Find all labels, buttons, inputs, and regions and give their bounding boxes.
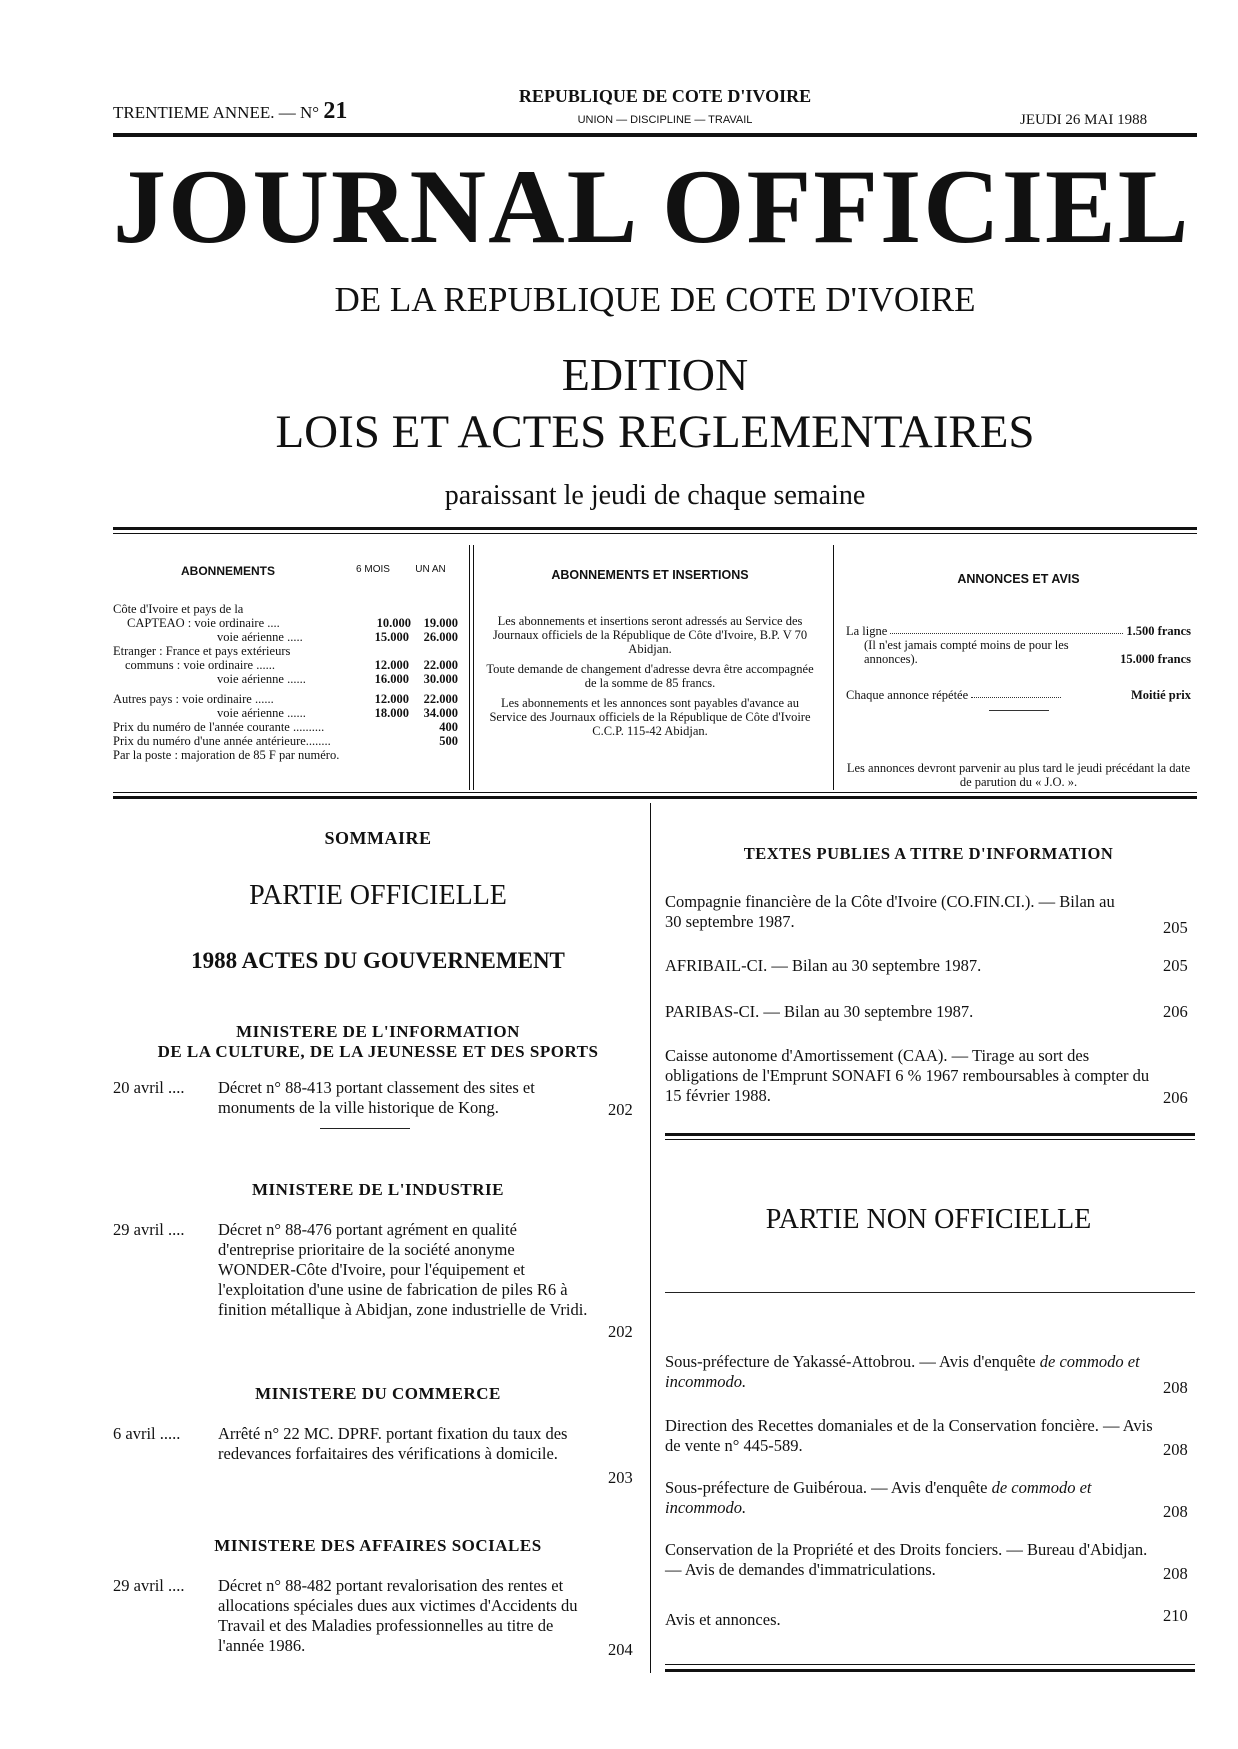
avis-page: 210 <box>1163 1606 1188 1625</box>
annonces-header: ANNONCES ET AVIS <box>957 572 1080 586</box>
ministere-information <box>113 1022 643 1062</box>
annonce-line: (Il n'est jamais compté moins de pour les annonces). <box>864 638 1069 666</box>
info-item: Compagnie financière de la Côte d'Ivoire (CO.FIN.CI.). — Bilan au 30 septembre 1987. <box>665 892 1115 931</box>
info-item: Caisse autonome d'Amortissement (CAA). — Tirage au sort des obligations de l'Emprunt SONAFI 6 % 1967 remboursables à compter du 15 février 1988. <box>665 1046 1150 1105</box>
insertions-box <box>485 540 815 738</box>
journal-subtitle: DE LA REPUBLIQUE DE COTE D'IVOIRE <box>334 280 976 319</box>
tarif-line: communs : voie ordinaire ...... <box>125 658 275 672</box>
tarif-value: 15.000 <box>374 630 409 644</box>
avis-page: 208 <box>1163 1502 1188 1521</box>
abonnements-header: ABONNEMENTS <box>180 564 275 578</box>
partie-non-officielle: PARTIE NON OFFICIELLE <box>765 1204 1092 1235</box>
entry-text: Arrêté n° 22 MC. DPRF. portant fixation du taux des redevances forfaitaires des vérifications à domicile. <box>218 1424 568 1463</box>
tarif-value: 16.000 <box>374 672 409 686</box>
insertions-p1: Les abonnements et insertions seront adressés au Service des Journaux officiels de la République de Côte d'Ivoire, B.P. V 70 Abidjan. <box>492 614 808 656</box>
tarif-line: voie aérienne ..... <box>217 630 303 644</box>
journal-title: JOURNAL OFFICIEL <box>113 148 1191 265</box>
col-un-an: UN AN <box>415 564 446 575</box>
tarif-value: 10.000 <box>376 616 411 630</box>
annonce-value: Moitié prix <box>1130 688 1191 702</box>
entry-date: 29 avril .... <box>113 1220 185 1239</box>
avis-page: 208 <box>1163 1564 1188 1583</box>
entry-text: Décret n° 88-482 portant revalorisation des rentes et allocations spéciales dues aux victimes d'Accidents du Travail et des Maladies professionnelles au titre de l'année 1986. <box>218 1576 578 1655</box>
annonce-value: 15.000 francs <box>1120 652 1191 666</box>
ministere-affaires-sociales: MINISTERE DES AFFAIRES SOCIALES <box>214 1536 542 1555</box>
actes-gouvernement: 1988 ACTES DU GOUVERNEMENT <box>191 948 565 973</box>
insertions-p2: Toute demande de changement d'adresse devra être accompagnée de la somme de 85 francs. <box>486 662 814 690</box>
edition-label: EDITION <box>561 349 749 400</box>
tarif-line: voie aérienne ...... <box>217 672 306 686</box>
tarif-line: Par la poste : majoration de 85 F par numéro. <box>113 748 340 762</box>
issue-label: TRENTIEME ANNEE. — N° 21 <box>113 98 348 124</box>
entry-date: 20 avril .... <box>113 1078 185 1097</box>
motto: UNION — DISCIPLINE — TRAVAIL <box>577 114 753 126</box>
avis-text: Sous-préfecture de Guibéroua. — Avis d'enquête <box>665 1478 988 1497</box>
entry-date: 6 avril ..... <box>113 1424 181 1443</box>
masthead-rule <box>113 133 1197 137</box>
insertions-header: ABONNEMENTS ET INSERTIONS <box>551 568 749 582</box>
box-top-rule <box>113 527 1197 530</box>
frequency: paraissant le jeudi de chaque semaine <box>444 480 866 511</box>
avis-page: 208 <box>1163 1378 1188 1397</box>
info-page: 205 <box>1163 956 1188 975</box>
tarif-value: 12.000 <box>374 658 409 672</box>
annonces-tarifs <box>846 624 1191 789</box>
information-header: TEXTES PUBLIES A TITRE D'INFORMATION <box>743 844 1114 863</box>
tarif-line: Côte d'Ivoire et pays de la <box>113 602 244 616</box>
info-page: 206 <box>1163 1088 1188 1107</box>
abonnements-box <box>113 540 458 790</box>
info-item: AFRIBAIL-CI. — Bilan au 30 septembre 1987. <box>665 956 982 975</box>
tarif-line: Autres pays : voie ordinaire ...... <box>113 692 274 706</box>
annonce-value: 1.500 francs <box>1126 624 1191 638</box>
tarif-value: 12.000 <box>374 692 409 706</box>
annonce-line: Chaque annonce répétée <box>846 688 969 702</box>
entry-date: 29 avril .... <box>113 1576 185 1595</box>
column-divider <box>650 803 651 1673</box>
avis-item <box>665 1352 1155 1392</box>
info-page: 205 <box>1163 918 1188 937</box>
avis-item: Avis et annonces. <box>665 1610 781 1629</box>
tarif-value: 500 <box>439 734 458 748</box>
insertions-p3: Les abonnements et les annonces sont payables d'avance au Service des Journaux officiels de la République de Côte d'Ivoire C.C.P. 115-42 Abidjan. <box>489 696 811 738</box>
avis-item: Direction des Recettes domaniales et de la Conservation foncière. — Avis de vente n° 445-589. <box>665 1416 1153 1455</box>
ministere-line: MINISTERE DE L'INFORMATION <box>236 1022 520 1041</box>
avis-text-italic: de commodo et incommodo. <box>665 1478 1092 1517</box>
tarif-line: Etranger : France et pays extérieurs <box>113 644 291 658</box>
avis-page: 208 <box>1163 1440 1188 1459</box>
tarif-line: voie aérienne ...... <box>217 706 306 720</box>
ministere-industrie: MINISTERE DE L'INDUSTRIE <box>252 1180 504 1199</box>
box-bottom-rule <box>113 796 1197 799</box>
sommaire-header: SOMMAIRE <box>324 828 432 848</box>
annonces-box <box>846 540 1191 789</box>
tarifs-list <box>113 602 458 762</box>
avis-text: Sous-préfecture de Yakassé-Attobrou. — Avis d'enquête <box>665 1352 1036 1371</box>
entry-page: 203 <box>608 1468 633 1487</box>
ministere-line: DE LA CULTURE, DE LA JEUNESSE ET DES SPORTS <box>157 1042 599 1061</box>
tarif-value: 400 <box>439 720 458 734</box>
edition-name: LOIS ET ACTES REGLEMENTAIRES <box>275 406 1035 458</box>
republic-name: REPUBLIQUE DE COTE D'IVOIRE <box>518 86 812 106</box>
tarif-value: 34.000 <box>423 706 458 720</box>
tarif-value: 30.000 <box>423 672 458 686</box>
entry-text: Décret n° 88-413 portant classement des sites et monuments de la ville historique de Kong. <box>218 1078 535 1117</box>
info-item: PARIBAS-CI. — Bilan au 30 septembre 1987. <box>665 1002 974 1021</box>
col-6-mois: 6 MOIS <box>356 564 390 575</box>
annonce-line: La ligne <box>846 624 888 638</box>
issue-number: 21 <box>323 98 348 124</box>
tarif-line: Prix du numéro de l'année courante .......... <box>113 720 325 734</box>
info-page: 206 <box>1163 1002 1188 1021</box>
tarif-value: 19.000 <box>423 616 458 630</box>
tarif-line: CAPTEAO : voie ordinaire .... <box>127 616 280 630</box>
avis-item: Conservation de la Propriété et des Droits fonciers. — Bureau d'Abidjan. — Avis de demandes d'immatriculations. <box>665 1540 1148 1579</box>
tarif-value: 18.000 <box>374 706 409 720</box>
partie-officielle: PARTIE OFFICIELLE <box>249 880 507 911</box>
avis-item <box>665 1478 1155 1518</box>
ministere-commerce: MINISTERE DU COMMERCE <box>255 1384 501 1403</box>
issue-date: JEUDI 26 MAI 1988 <box>1020 112 1148 128</box>
tarif-line: Prix du numéro d'une année antérieure........ <box>113 734 331 748</box>
annonce-delai: Les annonces devront parvenir au plus tard le jeudi précédant la date de parution du « J.O. ». <box>846 761 1191 789</box>
tarif-value: 22.000 <box>423 692 458 706</box>
entry-text: Décret n° 88-476 portant agrément en qualité d'entreprise prioritaire de la société anonyme WONDER-Côte d'Ivoire, pour l'équipement et l'exploitation d'une usine de fabrication de piles R6 à finition métallique à Abidjan, zone industrielle de Vridi. <box>218 1220 588 1319</box>
tarif-value: 26.000 <box>423 630 458 644</box>
entry-page: 202 <box>608 1322 633 1341</box>
tarif-value: 22.000 <box>423 658 458 672</box>
entry-page: 202 <box>608 1100 633 1119</box>
avis-text-italic: de commodo et incommodo. <box>665 1352 1140 1391</box>
entry-page: 204 <box>608 1640 633 1659</box>
